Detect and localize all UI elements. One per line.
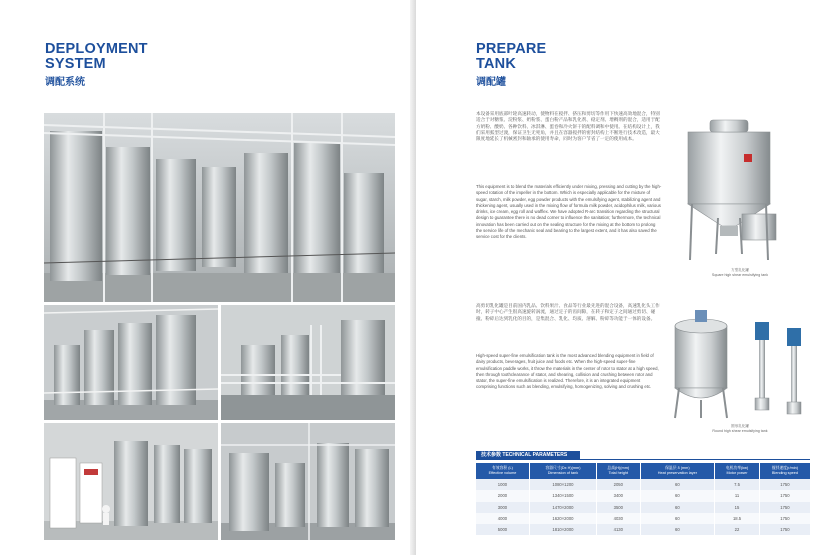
- table-cell: 1810×2000: [529, 524, 596, 535]
- table-cell: 1620×2000: [529, 513, 596, 524]
- description-chinese-2: 高剪切乳化罐是目前国内乳品、饮料果汁、食品等行业最先进的混合设备，高速乳化头工作时，转子中心产生很高速旋转涡流，通过定子的齿间隙，在转子和定子之间通过剪切、碰撞、粉碎后达到乳化的目的，是集混合、乳化、均质、溶解、粉碎等功能于一体的设备。: [476, 304, 660, 322]
- table-cell: 60: [640, 479, 715, 490]
- table-cell: 3400: [596, 490, 640, 501]
- table-cell: 60: [640, 524, 715, 535]
- left-title-line2: SYSTEM: [45, 56, 106, 72]
- table-cell: 1750: [759, 502, 810, 513]
- round-tank-caption-en: Round high shear emulsifying tank: [712, 429, 768, 433]
- table-cell: 1750: [759, 479, 810, 490]
- table-cell: 60: [640, 490, 715, 501]
- table-cell: 18.5: [715, 513, 760, 524]
- description-chinese-1: 本设备采用底部叶轮高速转动，使物料在搅拌、挤压和剪切等作用下快速高效地混合，特别适合于对糖浆、淀粉浆、奶粉浆、蛋白粉产品和乳化剂、稳定剂、增稠剂的混合，适用于配方奶粉、酸奶、各种饮料、冰淇淋、蛋卷和冷火饼干的配料调和中使用。在结构设计上，我们采用弧型过渡，保证卫生无死角，并且在容器搅拌的密封结构上不断进行技术改造，最大限度地延长了机械密封和轴承的使用寿命，同时为客户节省了一定的使用成本。: [476, 112, 660, 143]
- round-emulsifying-tank-image: [667, 304, 745, 422]
- factory-tanks-photo-large: [44, 113, 395, 302]
- round-tank-caption-cn: 圆形乳化罐: [731, 424, 749, 428]
- header-heat-preservation: 保温层 δ (mm) Heat preservation layer: [640, 463, 715, 479]
- table-cell: 1470×2000: [529, 502, 596, 513]
- table-cell: 1750: [759, 513, 810, 524]
- header-motor-power: 电机功率(kw) Motor power: [715, 463, 760, 479]
- table-cell: 3000: [476, 502, 529, 513]
- table-cell: 60: [640, 502, 715, 513]
- left-title-chinese: 调配系统: [45, 77, 85, 88]
- table-cell: 1750: [759, 490, 810, 501]
- description-english-2: High-speed super-fine emulsification tank is the most advanced blending equipment in field of dairy products, beverages, fruit juice and foods etc. When the high-speed super-fine emulsification paddle works, it throw the materials in the center of rotor to stator at a high speed, then through toothclearance of stator, and shearing, collision and crushing between rotor and stator, the super-fine emulsification is realized. Therefore, it is an integrated equipment comprising functions such as blending, emulsifying, homogenizing, solving and crushing etc.: [476, 353, 659, 390]
- description-english-1: This equipment is to blend the materials efficiently under mixing, pressing and cutting by the high-speed rotation of the impeller in the bottom. Which is especially applicable for the mixture of sugar, starch, milk powder, egg powder products with the emulsifying agent, stabilizing agent and thickening agent, usually used in the mixing flow of formula milk powder, acidophilus milk, various drinks, ice cream, egg roll and wafflex. We have adopted R-arc transition regarding the structural design to guarantee there is no dead corner to influence the sanitation; furthermore, the technical innovation has been carried out on the sealing structure for the mixing at the bottom to prolong the service life of the mechanic seal and bearing to the largest extent, and it has also saved the service cost for the clients.: [476, 184, 662, 240]
- pipework-photo: [221, 305, 395, 420]
- table-cell: 4030: [596, 513, 640, 524]
- table-cell: 11: [715, 490, 760, 501]
- table-row: [476, 513, 810, 524]
- table-cell: 1750: [759, 524, 810, 535]
- header-blending-speed: 搅拌速度(r/min) Blending speed: [759, 463, 810, 479]
- tank-hall-photo: [44, 305, 218, 420]
- table-row: [476, 502, 810, 513]
- table-row: [476, 490, 810, 501]
- table-cell: 1000: [476, 479, 529, 490]
- table-row: [476, 479, 810, 490]
- table-cell: 2000: [476, 490, 529, 501]
- technical-parameters-table: [476, 463, 810, 535]
- table-cell: 4000: [476, 513, 529, 524]
- table-cell: 15: [715, 502, 760, 513]
- square-tank-caption-cn: 方型乳化罐: [731, 268, 749, 272]
- emulsifier-heads-image: [745, 318, 815, 420]
- table-header-row: [476, 463, 810, 479]
- table-cell: 2050: [596, 479, 640, 490]
- header-dimension: 容器尺寸(Dx H)(mm) Dimension of tank: [529, 463, 596, 479]
- technical-parameters-heading: 技术参数 TECHNICAL PARAMETERS: [476, 451, 580, 460]
- table-cell: 7.5: [715, 479, 760, 490]
- table-cell: 4130: [596, 524, 640, 535]
- table-cell: 3500: [596, 502, 640, 513]
- control-room-photo: [44, 423, 218, 540]
- table-heading-rule: [580, 459, 810, 460]
- square-emulsifying-tank-image: [672, 114, 790, 268]
- table-cell: 1340×1500: [529, 490, 596, 501]
- right-title-line2: TANK: [476, 56, 516, 72]
- table-cell: 1080×1200: [529, 479, 596, 490]
- header-total-height: 总高(H)(mm) Total height: [596, 463, 640, 479]
- table-cell: 5000: [476, 524, 529, 535]
- header-effective-volume: 有效容积 (L) Effective volume: [476, 463, 529, 479]
- left-title-line1: DEPLOYMENT: [45, 41, 148, 57]
- right-title-chinese: 调配罐: [476, 77, 506, 88]
- right-title-line1: PREPARE: [476, 41, 547, 57]
- square-tank-caption-en: Square high shear emulsifying tank: [711, 273, 769, 277]
- table-cell: 60: [640, 513, 715, 524]
- platform-tanks-photo: [221, 423, 395, 540]
- table-row: [476, 524, 810, 535]
- table-cell: 22: [715, 524, 760, 535]
